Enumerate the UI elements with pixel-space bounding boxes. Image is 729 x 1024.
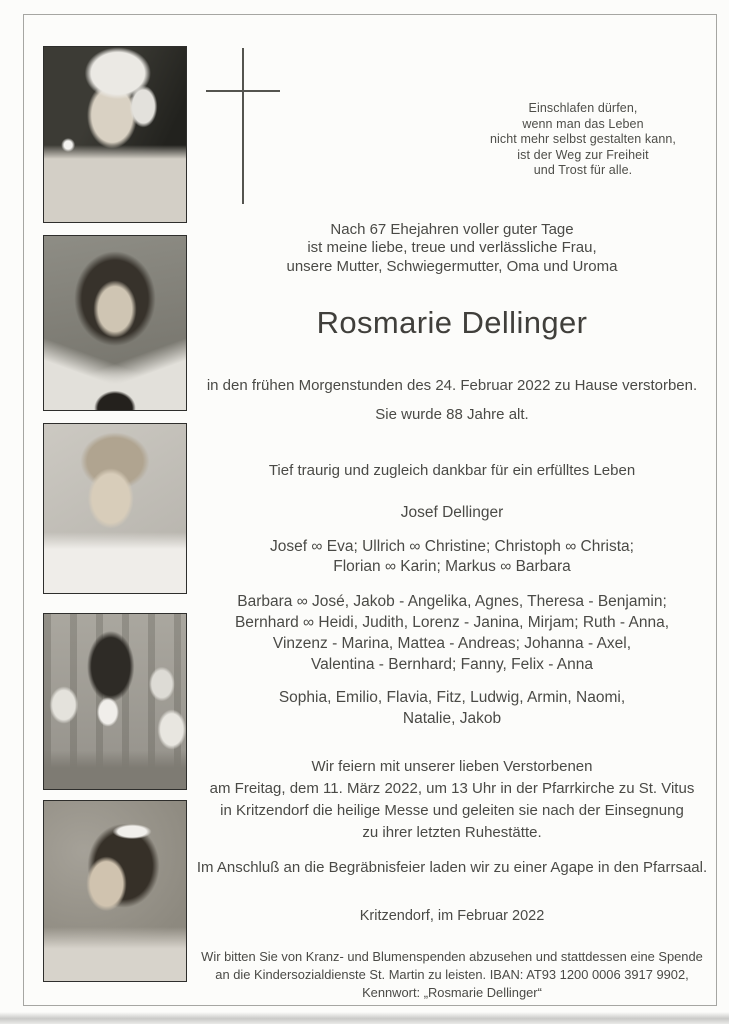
children-line: Josef ∞ Eva; Ullrich ∞ Christine; Christoph ∞ Christa; (270, 538, 634, 555)
young-woman-portrait (43, 423, 187, 594)
grandchildren-line: Valentina - Bernhard; Fanny, Felix - Anna (310, 656, 594, 673)
scan-edge-shadow (0, 1012, 729, 1024)
poem (453, 101, 713, 179)
grandchildren-line: Barbara ∞ José, Jakob - Angelika, Agnes, Theresa - Benjamin; (237, 593, 667, 610)
agape-line: Im Anschluß an die Begräbnisfeier laden wir zu einer Agape in den Pfarrsaal. (196, 859, 708, 876)
great-grandchildren-line: Sophia, Emilio, Flavia, Fitz, Ludwig, Armin, Naomi, (278, 689, 626, 706)
service-line: zu ihrer letzten Ruhestätte. (362, 824, 542, 841)
intro-line: ist meine liebe, treue und verlässliche Frau, (307, 239, 597, 257)
elderly-woman-portrait (43, 46, 187, 223)
grandchildren-line: Bernhard ∞ Heidi, Judith, Lorenz - Janina, Mirjam; Ruth - Anna, (234, 614, 670, 631)
cross-vertical-bar (242, 48, 244, 204)
donation-line: an die Kindersozialdienste St. Martin zu leisten. IBAN: AT93 1200 0006 3917 9902, (215, 967, 689, 983)
service-line: in Kritzendorf die heilige Messe und geleiten sie nach der Einsegnung (220, 802, 684, 819)
grandchildren-line: Vinzenz - Marina, Mattea - Andreas; Johanna - Axel, (272, 635, 632, 652)
poem-line: und Trost für alle. (533, 163, 633, 178)
death-line: in den frühen Morgenstunden des 24. Februar 2022 zu Hause verstorben. (206, 377, 698, 394)
cross-horizontal-bar (206, 90, 280, 92)
mourning-line: Tief traurig und zugleich dankbar für ein erfülltes Leben (268, 462, 636, 479)
deceased-name: Rosmarie Dellinger (316, 305, 588, 340)
widower-name: Josef Dellinger (400, 504, 504, 521)
children-list (190, 537, 714, 577)
great-grandchildren-line: Natalie, Jakob (402, 710, 502, 727)
donation-line: Wir bitten Sie von Kranz- und Blumenspenden abzusehen und stattdessen eine Spende (201, 949, 703, 964)
young-girl-portrait (43, 800, 187, 982)
announcement-intro (190, 221, 714, 276)
poem-line: Einschlafen dürfen, (528, 101, 638, 115)
intro-line: Nach 67 Ehejahren voller guter Tage (330, 221, 574, 238)
service-line: am Freitag, dem 11. März 2022, um 13 Uhr in der Pfarrkirche zu St. Vitus (209, 780, 695, 797)
age-line: Sie wurde 88 Jahre alt. (375, 406, 529, 423)
poem-line: ist der Weg zur Freiheit (517, 147, 649, 162)
poem-line: wenn man das Leben (522, 116, 644, 131)
mother-with-children-photo (43, 613, 187, 790)
middle-aged-woman-portrait (43, 235, 187, 411)
intro-line: unsere Mutter, Schwiegermutter, Oma und Uroma (286, 257, 618, 275)
great-grandchildren-list (190, 687, 714, 729)
grandchildren-list (190, 591, 714, 675)
funeral-service-info (190, 756, 714, 844)
donation-line: Kennwort: „Rosmarie Dellinger“ (362, 985, 542, 1001)
children-line: Florian ∞ Karin; Markus ∞ Barbara (333, 558, 571, 575)
service-line: Wir feiern mit unserer lieben Verstorbenen (311, 758, 593, 775)
place-dateline: Kritzendorf, im Februar 2022 (359, 908, 545, 924)
poem-line: nicht mehr selbst gestalten kann, (489, 132, 677, 147)
donation-note (190, 948, 714, 1002)
